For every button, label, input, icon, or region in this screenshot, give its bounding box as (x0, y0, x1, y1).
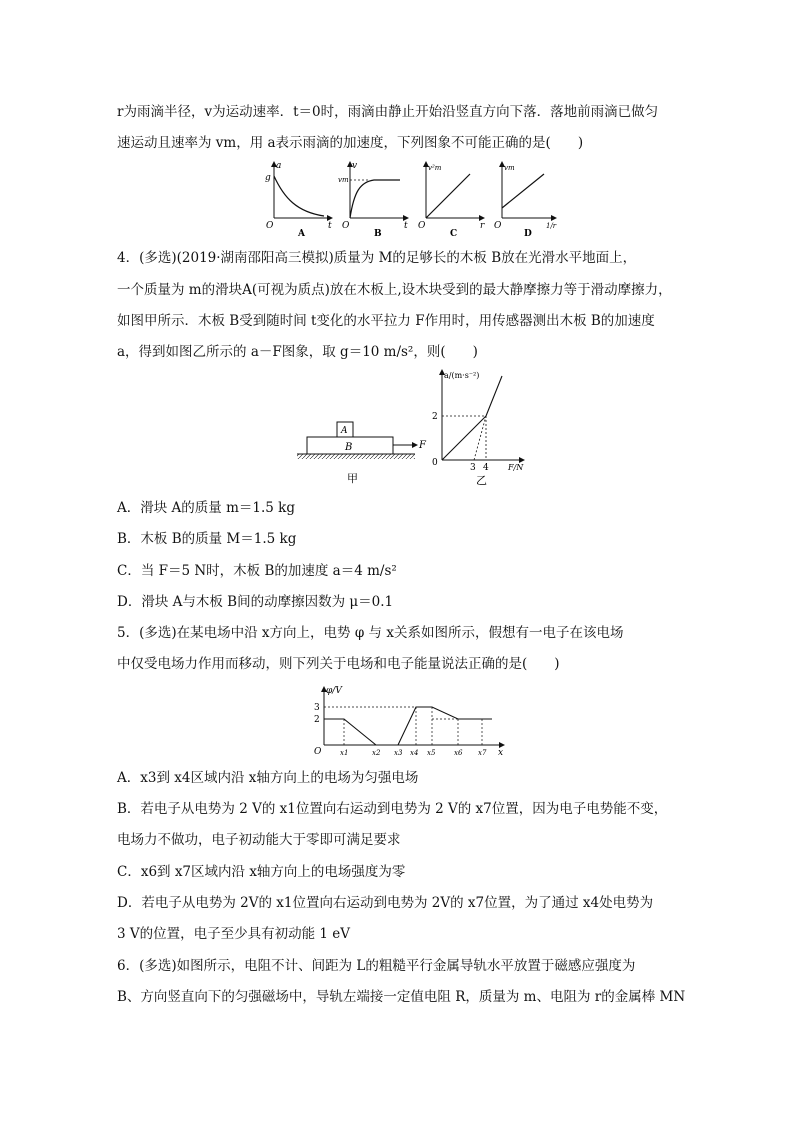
yi-xtick-3: 3 (470, 463, 476, 473)
q6-line-1: 6．(多选)如图所示，电阻不计、间距为 L的粗糙平行金属导轨水平放置于磁感应强度为 (117, 958, 636, 974)
graph-c-xlabel: r (480, 221, 485, 231)
graph-b-xlabel: t (404, 221, 408, 231)
q5-ytick-2: 2 (314, 715, 320, 725)
q5-option-b-cont: 电场力不做功，电子初动能大于零即可满足要求 (117, 832, 401, 848)
yi-ytick: 2 (432, 412, 438, 422)
graph-d (494, 162, 557, 238)
graph-b-ylabel: v (352, 161, 358, 171)
graph-a-xlabel: t (328, 221, 332, 231)
q5-xtick-2: x2 (372, 749, 381, 757)
graph-a (265, 161, 332, 238)
board-b-label: B (345, 442, 353, 453)
yi-xlabel: F/N (508, 463, 524, 472)
q5-xtick-1: x1 (340, 749, 349, 757)
q5-ylabel: φ/V (326, 686, 342, 696)
graph-c-ylabel: v²m (428, 164, 442, 172)
q4-option-d: D．滑块 A与木板 B间的动摩擦因数为 μ＝0.1 (117, 594, 394, 610)
graph-c (418, 162, 485, 238)
q4-option-a: A．滑块 A的质量 m＝1.5 kg (117, 500, 295, 516)
fig-yi-caption: 乙 (476, 474, 487, 487)
force-label: F (419, 440, 426, 451)
q5-option-a: A．x3到 x4区域内沿 x轴方向上的电场为匀强电场 (117, 770, 419, 786)
q5-line-2: 中仅受电场力作用而移动，则下列关于电场和电子能量说法正确的是( ) (117, 656, 560, 672)
q5-option-d: D．若电子从电势为 2V的 x1位置向右运动到电势为 2V的 x7位置，为了通过 x4处电势为 (117, 895, 654, 911)
q5-option-c: C．x6到 x7区域内沿 x轴方向上的电场强度为零 (117, 864, 406, 880)
graph-b-origin: O (342, 221, 350, 231)
graph-d-xlabel: 1/r (546, 222, 557, 230)
graph-b-mark: vm (338, 176, 349, 184)
q4-line-1: 4．(多选)(2019·湖南邵阳高三模拟)质量为 M的足够长的木板 B放在光滑水平地面上， (117, 250, 637, 266)
graph-a-ylabel: a (276, 161, 282, 171)
q4-line-3: 如图甲所示．木板 B受到随时间 t变化的水平拉力 F作用时，用传感器测出木板 B的加速度 (117, 313, 655, 329)
q3-graphs-figure (262, 158, 562, 238)
q4-figure-jia (295, 410, 435, 485)
q5-xtick-3: x3 (394, 749, 403, 757)
q6-line-2: B、方向竖直向下的匀强磁场中，导轨左端接一定值电阻 R，质量为 m、电阻为 r的金属棒 MN (117, 989, 686, 1005)
graph-d-ylabel: vm (504, 164, 515, 172)
yi-xtick-4: 4 (483, 463, 489, 473)
graph-c-label: C (450, 229, 458, 238)
q4-line-2: 一个质量为 m的滑块A(可视为质点)放在木板上,设木块受到的最大静摩擦力等于滑动摩擦力， (117, 282, 672, 298)
graph-a-label: A (298, 229, 305, 238)
q5-xtick-5: x5 (427, 749, 436, 757)
q4-figure-yi (428, 366, 538, 488)
graph-b (338, 161, 408, 238)
intro-line-2: 速运动且速率为 vm，用 a表示雨滴的加速度，下列图象不可能正确的是( ) (117, 135, 584, 151)
graph-d-label: D (524, 229, 532, 238)
fig-jia-caption: 甲 (347, 472, 358, 485)
q5-origin: O (314, 747, 322, 757)
q5-option-b: B．若电子从电势为 2 V的 x1位置向右运动到电势为 2 V的 x7位置，因为电子电势能不变， (117, 801, 668, 817)
yi-ylabel: a/(m·s⁻²) (444, 371, 480, 380)
q5-xtick-6: x6 (454, 749, 463, 757)
q5-xtick-4: x4 (410, 749, 419, 757)
q5-potential-graph (312, 683, 512, 759)
block-a-label: A (341, 426, 348, 436)
graph-a-origin: O (266, 221, 274, 231)
q5-option-d-cont: 3 V的位置，电子至少具有初动能 1 eV (117, 926, 351, 942)
intro-line-1: r为雨滴半径，v为运动速率．t＝0时，雨滴由静止开始沿竖直方向下落．落地前雨滴已做匀 (117, 104, 659, 120)
q5-ytick-3: 3 (314, 703, 320, 713)
q4-option-b: B．木板 B的质量 M＝1.5 kg (117, 531, 297, 547)
graph-a-mark: g (265, 173, 271, 183)
q4-option-c: C．当 F＝5 N时，木板 B的加速度 a＝4 m/s² (117, 563, 397, 579)
q4-line-4: a，得到如图乙所示的 a－F图象，取 g＝10 m/s²，则( ) (117, 344, 478, 360)
graph-c-origin: O (418, 221, 426, 231)
q5-xlabel: x (498, 748, 504, 758)
graph-b-label: B (374, 229, 382, 238)
yi-origin: 0 (432, 458, 438, 468)
q5-xtick-7: x7 (478, 749, 487, 757)
graph-d-origin: O (494, 221, 502, 231)
q5-line-1: 5．(多选)在某电场中沿 x方向上，电势 φ 与 x关系如图所示，假想有一电子在该电场 (117, 625, 624, 641)
